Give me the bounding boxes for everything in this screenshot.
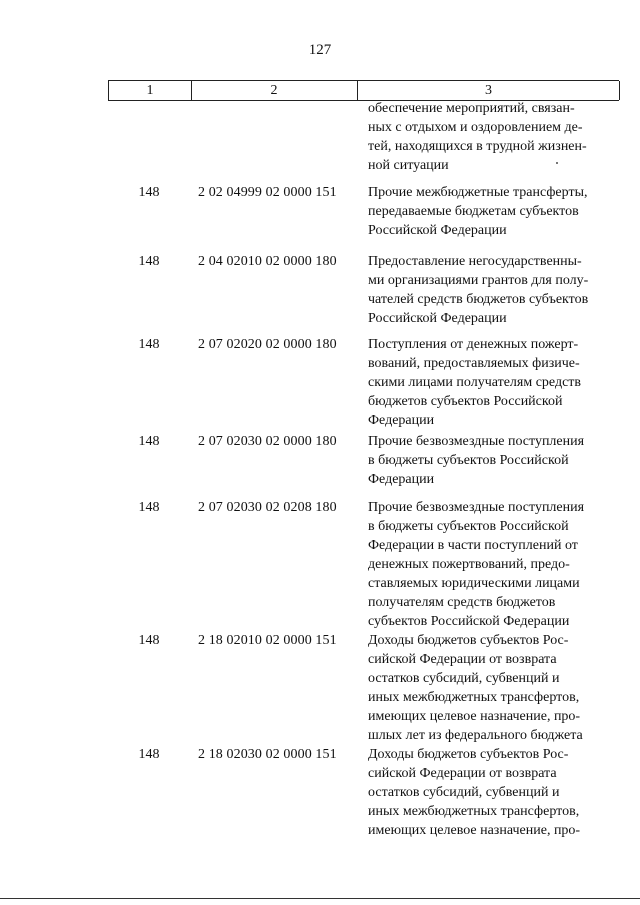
description-line: шлых лет из федерального бюджета bbox=[368, 728, 583, 743]
description-line: чателей средств бюджетов субъектов bbox=[368, 292, 589, 307]
continuation-line: ной ситуации bbox=[368, 158, 449, 173]
continuation-line: ных с отдыхом и оздоровлением де- bbox=[368, 120, 583, 135]
admin-code: 148 bbox=[138, 747, 160, 762]
description-line: Прочие безвозмездные поступления bbox=[368, 434, 585, 449]
admin-code: 148 bbox=[138, 434, 160, 449]
description-line: получателям средств бюджетов bbox=[368, 595, 556, 610]
continuation-text bbox=[368, 99, 620, 175]
admin-code: 148 bbox=[138, 337, 160, 352]
description-line: бюджетов субъектов Российской bbox=[368, 394, 563, 409]
budget-code: 2 18 02030 02 0000 151 bbox=[198, 747, 337, 762]
row-description bbox=[368, 745, 620, 840]
header-col-2: 2 bbox=[191, 81, 358, 100]
admin-code: 148 bbox=[138, 500, 160, 515]
description-line: сийской Федерации от возврата bbox=[368, 652, 557, 667]
description-line: денежных пожертвований, предо- bbox=[368, 557, 570, 572]
budget-code: 2 18 02010 02 0000 151 bbox=[198, 633, 337, 648]
description-line: ставляемых юридическими лицами bbox=[368, 576, 580, 591]
description-line: остатков субсидий, субвенций и bbox=[368, 785, 560, 800]
description-line: Прочие безвозмездные поступления bbox=[368, 500, 585, 515]
description-line: Предоставление негосударственны- bbox=[368, 254, 582, 269]
description-line: ми организациями грантов для полу- bbox=[368, 273, 589, 288]
description-line: имеющих целевое назначение, про- bbox=[368, 709, 581, 724]
table-header bbox=[108, 80, 619, 101]
admin-code: 148 bbox=[138, 254, 160, 269]
description-line: скими лицами получателям средств bbox=[368, 375, 582, 390]
header-col-1: 1 bbox=[108, 81, 192, 100]
page-number: 127 bbox=[308, 42, 332, 58]
bottom-rule bbox=[0, 898, 640, 899]
description-line: Поступления от денежных пожерт- bbox=[368, 337, 579, 352]
description-line: Доходы бюджетов субъектов Рос- bbox=[368, 633, 569, 648]
description-line: Прочие межбюджетные трансферты, bbox=[368, 185, 588, 200]
description-line: в бюджеты субъектов Российской bbox=[368, 519, 569, 534]
description-line: Российской Федерации bbox=[368, 223, 507, 238]
admin-code: 148 bbox=[138, 633, 160, 648]
row-description bbox=[368, 335, 620, 430]
budget-code: 2 07 02030 02 0000 180 bbox=[198, 434, 337, 449]
description-line: Доходы бюджетов субъектов Рос- bbox=[368, 747, 569, 762]
header-col-3: 3 bbox=[358, 81, 620, 100]
description-line: Федерации bbox=[368, 472, 435, 487]
row-description bbox=[368, 432, 620, 489]
description-line: иных межбюджетных трансфертов, bbox=[368, 690, 580, 705]
continuation-line: обеспечение мероприятий, связан- bbox=[368, 101, 575, 116]
description-line: в бюджеты субъектов Российской bbox=[368, 453, 569, 468]
budget-code: 2 02 04999 02 0000 151 bbox=[198, 185, 337, 200]
description-line: вований, предоставляемых физиче- bbox=[368, 356, 580, 371]
row-description bbox=[368, 498, 620, 631]
description-line: имеющих целевое назначение, про- bbox=[368, 823, 581, 838]
description-line: сийской Федерации от возврата bbox=[368, 766, 557, 781]
budget-code: 2 07 02030 02 0208 180 bbox=[198, 500, 337, 515]
row-description bbox=[368, 631, 620, 745]
description-line: передаваемые бюджетам субъектов bbox=[368, 204, 579, 219]
description-line: Российской Федерации bbox=[368, 311, 507, 326]
description-line: Федерации в части поступлений от bbox=[368, 538, 578, 553]
description-line: субъектов Российской Федерации bbox=[368, 614, 570, 629]
continuation-line: тей, находящихся в трудной жизнен- bbox=[368, 139, 587, 154]
admin-code: 148 bbox=[138, 185, 160, 200]
description-line: остатков субсидий, субвенций и bbox=[368, 671, 560, 686]
row-description bbox=[368, 183, 620, 240]
budget-code: 2 07 02020 02 0000 180 bbox=[198, 337, 337, 352]
row-description bbox=[368, 252, 620, 328]
description-line: иных межбюджетных трансфертов, bbox=[368, 804, 580, 819]
description-line: Федерации bbox=[368, 413, 435, 428]
budget-code: 2 04 02010 02 0000 180 bbox=[198, 254, 337, 269]
scan-mark bbox=[556, 162, 558, 164]
